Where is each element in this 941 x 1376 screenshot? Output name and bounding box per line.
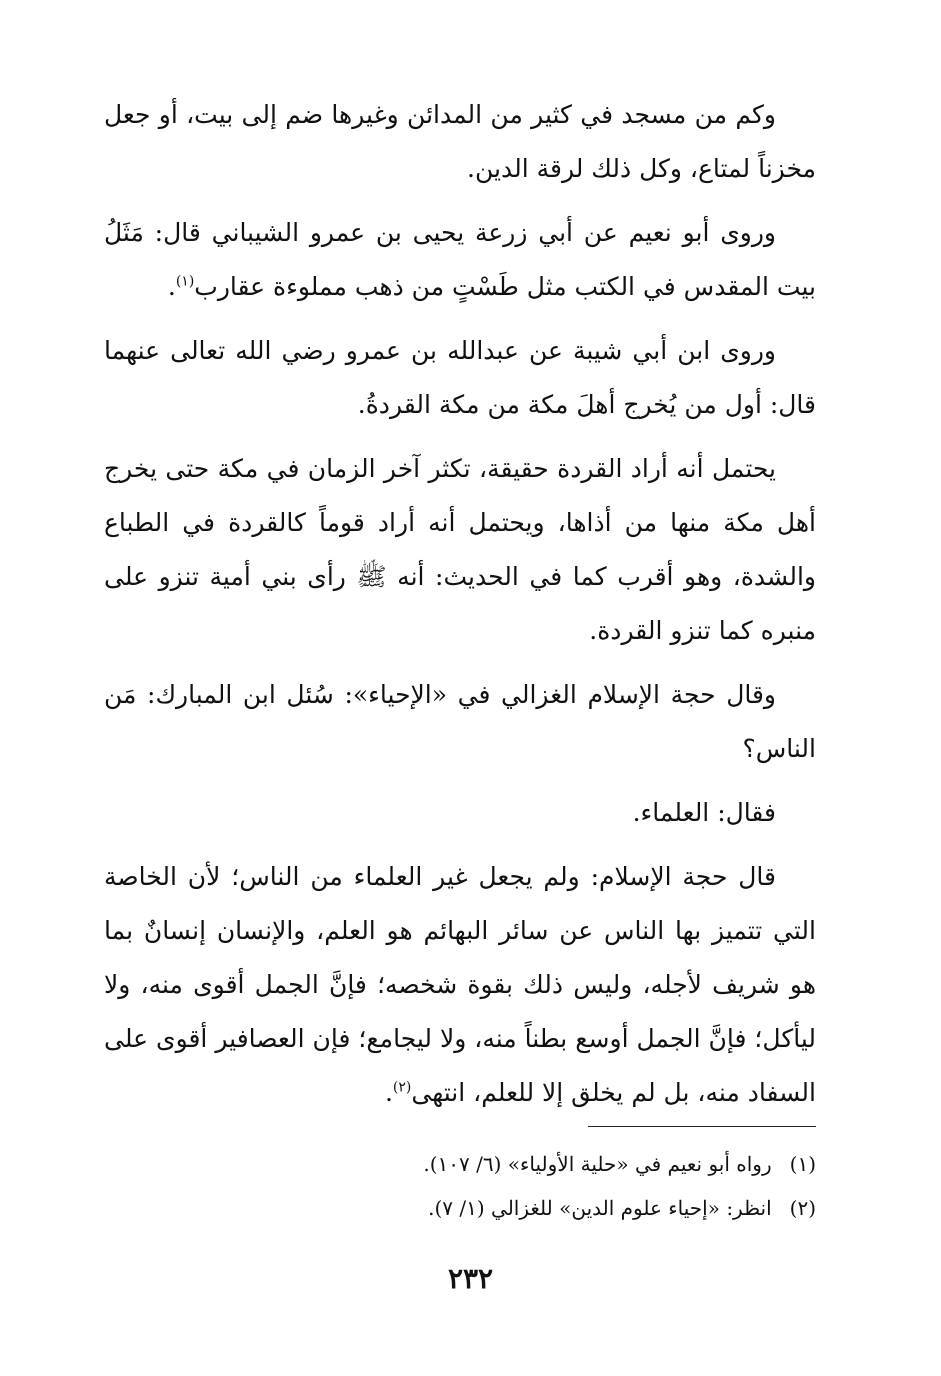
paragraph-7-text: قال حجة الإسلام: ولم يجعل غير العلماء من الناس؛ لأن الخاصة التي تتميز بها الناس عن سائر البهائم هو العلم، والإنسان إنسانٌ بما هو شريف لأجله، وليس ذلك بقوة شخصه؛ فإنَّ الجمل أقوى منه، ولا ليأكل؛ فإنَّ الجمل أوسع بطناً منه، ولا ليجامع؛ فإن العصافير أقوى على السفاد منه، بل لم يخلق إلا للعلم، انتهى — [104, 862, 816, 1107]
paragraph-5 — [104, 668, 816, 776]
paragraph-6-text: فقال: العلماء. — [632, 798, 776, 827]
footnote-1-number: (١) — [789, 1152, 816, 1176]
paragraph-5-text: وقال حجة الإسلام الغزالي في «الإحياء»: سُئل ابن المبارك: مَن الناس؟ — [104, 680, 816, 763]
paragraph-2-text: وروى أبو نعيم عن أبي زرعة يحيى بن عمرو الشيباني قال: مَثَلُ بيت المقدس في الكتب مثل طَسْتٍ من ذهب مملوءة عقارب — [104, 218, 816, 301]
footnote-ref-2[interactable]: (٢) — [392, 1079, 412, 1096]
footnote-divider — [588, 1126, 816, 1127]
paragraph-1 — [104, 88, 816, 196]
footnote-ref-1[interactable]: (١) — [175, 273, 195, 290]
footnote-1-text: رواه أبو نعيم في «حلية الأولياء» (٦/ ١٠٧). — [423, 1152, 772, 1176]
paragraph-7 — [104, 850, 816, 1120]
paragraph-7-end: . — [384, 1078, 393, 1107]
footnotes — [104, 1142, 816, 1230]
page-number: ٢٣٢ — [447, 1262, 494, 1295]
paragraph-4 — [104, 442, 816, 658]
paragraph-3-text: وروى ابن أبي شيبة عن عبدالله بن عمرو رضي الله تعالى عنهما قال: أول من يُخرج أهلَ مكة من مكة القردةُ. — [104, 336, 816, 419]
footnote-2-number: (٢) — [789, 1196, 816, 1220]
paragraph-2 — [104, 206, 816, 314]
paragraph-1-text: وكم من مسجد في كثير من المدائن وغيرها ضم إلى بيت، أو جعل مخزناً لمتاع، وكل ذلك لرقة الدين. — [104, 100, 816, 183]
footnote-2 — [104, 1186, 816, 1230]
paragraph-2-end: . — [167, 272, 176, 301]
footnote-1 — [104, 1142, 816, 1186]
paragraph-4-text: يحتمل أنه أراد القردة حقيقة، تكثر آخر الزمان في مكة حتى يخرج أهل مكة منها من أذاها، ويحتمل أنه أراد قوماً كالقردة في الطباع والشدة، وهو أقرب كما في الحديث: أنه ﷺ رأى بني أمية تنزو على منبره كما تنزو القردة. — [104, 454, 816, 645]
footnote-2-text: انظر: «إحياء علوم الدين» للغزالي (١/ ٧). — [428, 1196, 772, 1220]
paragraph-3 — [104, 324, 816, 432]
paragraph-6 — [104, 786, 816, 840]
main-text — [104, 88, 816, 1130]
